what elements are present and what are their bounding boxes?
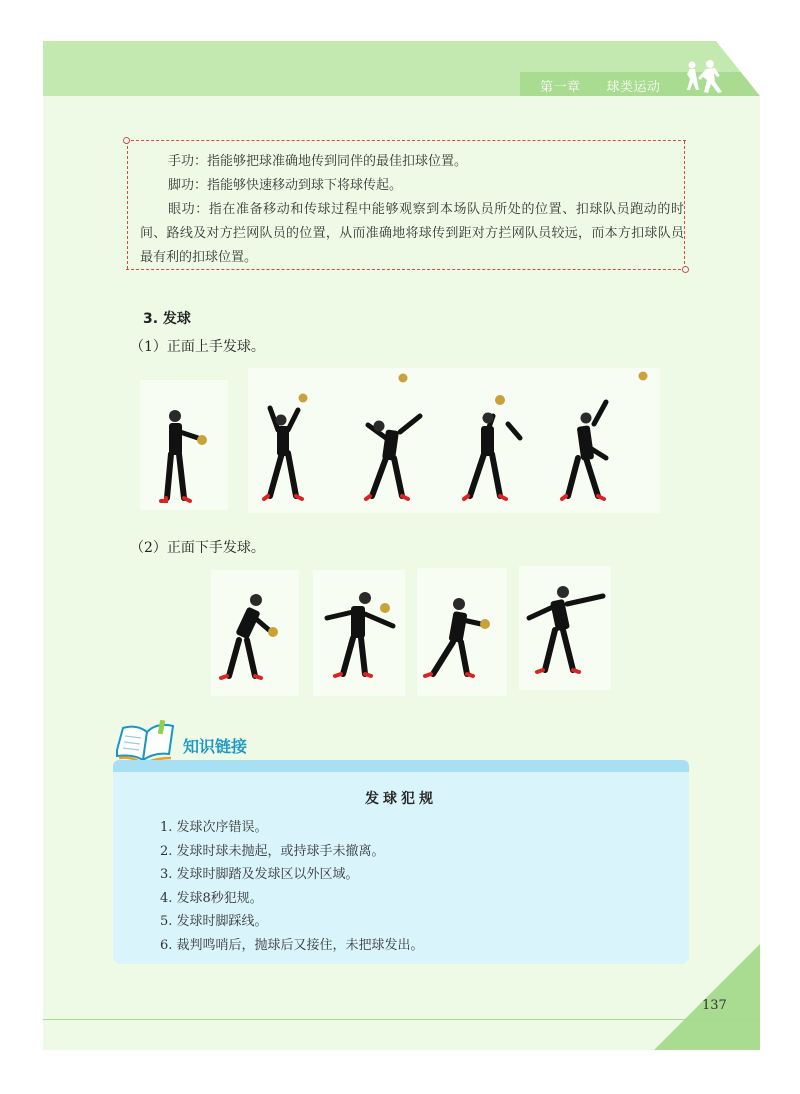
list-item: 3. 发球时脚踏及发球区以外区域。: [160, 867, 359, 882]
overhand-photo-sequence: [248, 368, 660, 513]
player-underhand-followthrough-figure: [519, 566, 611, 690]
overhand-serve-figures: [248, 368, 660, 513]
overhand-photo-1: [140, 380, 228, 510]
page-number: 137: [702, 998, 727, 1013]
chapter-title: 球类运动: [606, 80, 661, 95]
page-corner-triangle: [654, 944, 760, 1050]
player-underhand-backswing-figure: [313, 570, 405, 696]
underhand-serve-title: （2）正面下手发球。: [130, 540, 265, 556]
underhand-photo-4: [519, 566, 611, 690]
chapter-label: 第一章: [540, 80, 581, 95]
list-item: 2. 发球时球未抛起，或持球手未撤离。: [160, 843, 385, 859]
overhand-serve-title: （1）正面上手发球。: [130, 339, 265, 355]
definition-hand: 手功：指能够把球准确地传到同伴的最佳扣球位置。: [168, 154, 468, 169]
definition-text: [140, 150, 684, 270]
serve-fouls-heading: 发球犯规: [365, 791, 437, 807]
footer-line: [43, 1019, 760, 1020]
player-ready-figure: [140, 380, 228, 510]
list-item: 5. 发球时脚踩线。: [160, 914, 268, 929]
list-item: 1. 发球次序错误。: [160, 820, 268, 835]
players-silhouette-icon: [684, 58, 728, 98]
definition-eye: 眼功：指在准备移动和传球过程中能够观察到本场队员所处的位置、扣球队员跑动的时间、路线及对方拦网队员的位置，从而准确地将球传到距对方拦网队员较远，而本方扣球队员最有利的扣球位置。: [140, 202, 684, 265]
list-item: 4. 发球8秒犯规。: [160, 890, 263, 906]
section-title: 3. 发球: [143, 311, 191, 327]
underhand-photo-3: [417, 568, 507, 696]
serve-fouls-list: [160, 816, 424, 957]
list-item: 6. 裁判鸣哨后，抛球后又接住，未把球发出。: [160, 937, 424, 953]
knowledge-link-title: 知识链接: [183, 737, 248, 756]
underhand-photo-1: [211, 570, 299, 696]
chapter-heading: [540, 76, 661, 95]
definition-foot: 脚功：指能够快速移动到球下将球传起。: [168, 178, 403, 193]
underhand-photo-2: [313, 570, 405, 696]
knowledge-link-stripe: [113, 760, 689, 772]
player-underhand-contact-figure: [417, 568, 507, 696]
player-underhand-ready-figure: [211, 570, 299, 696]
